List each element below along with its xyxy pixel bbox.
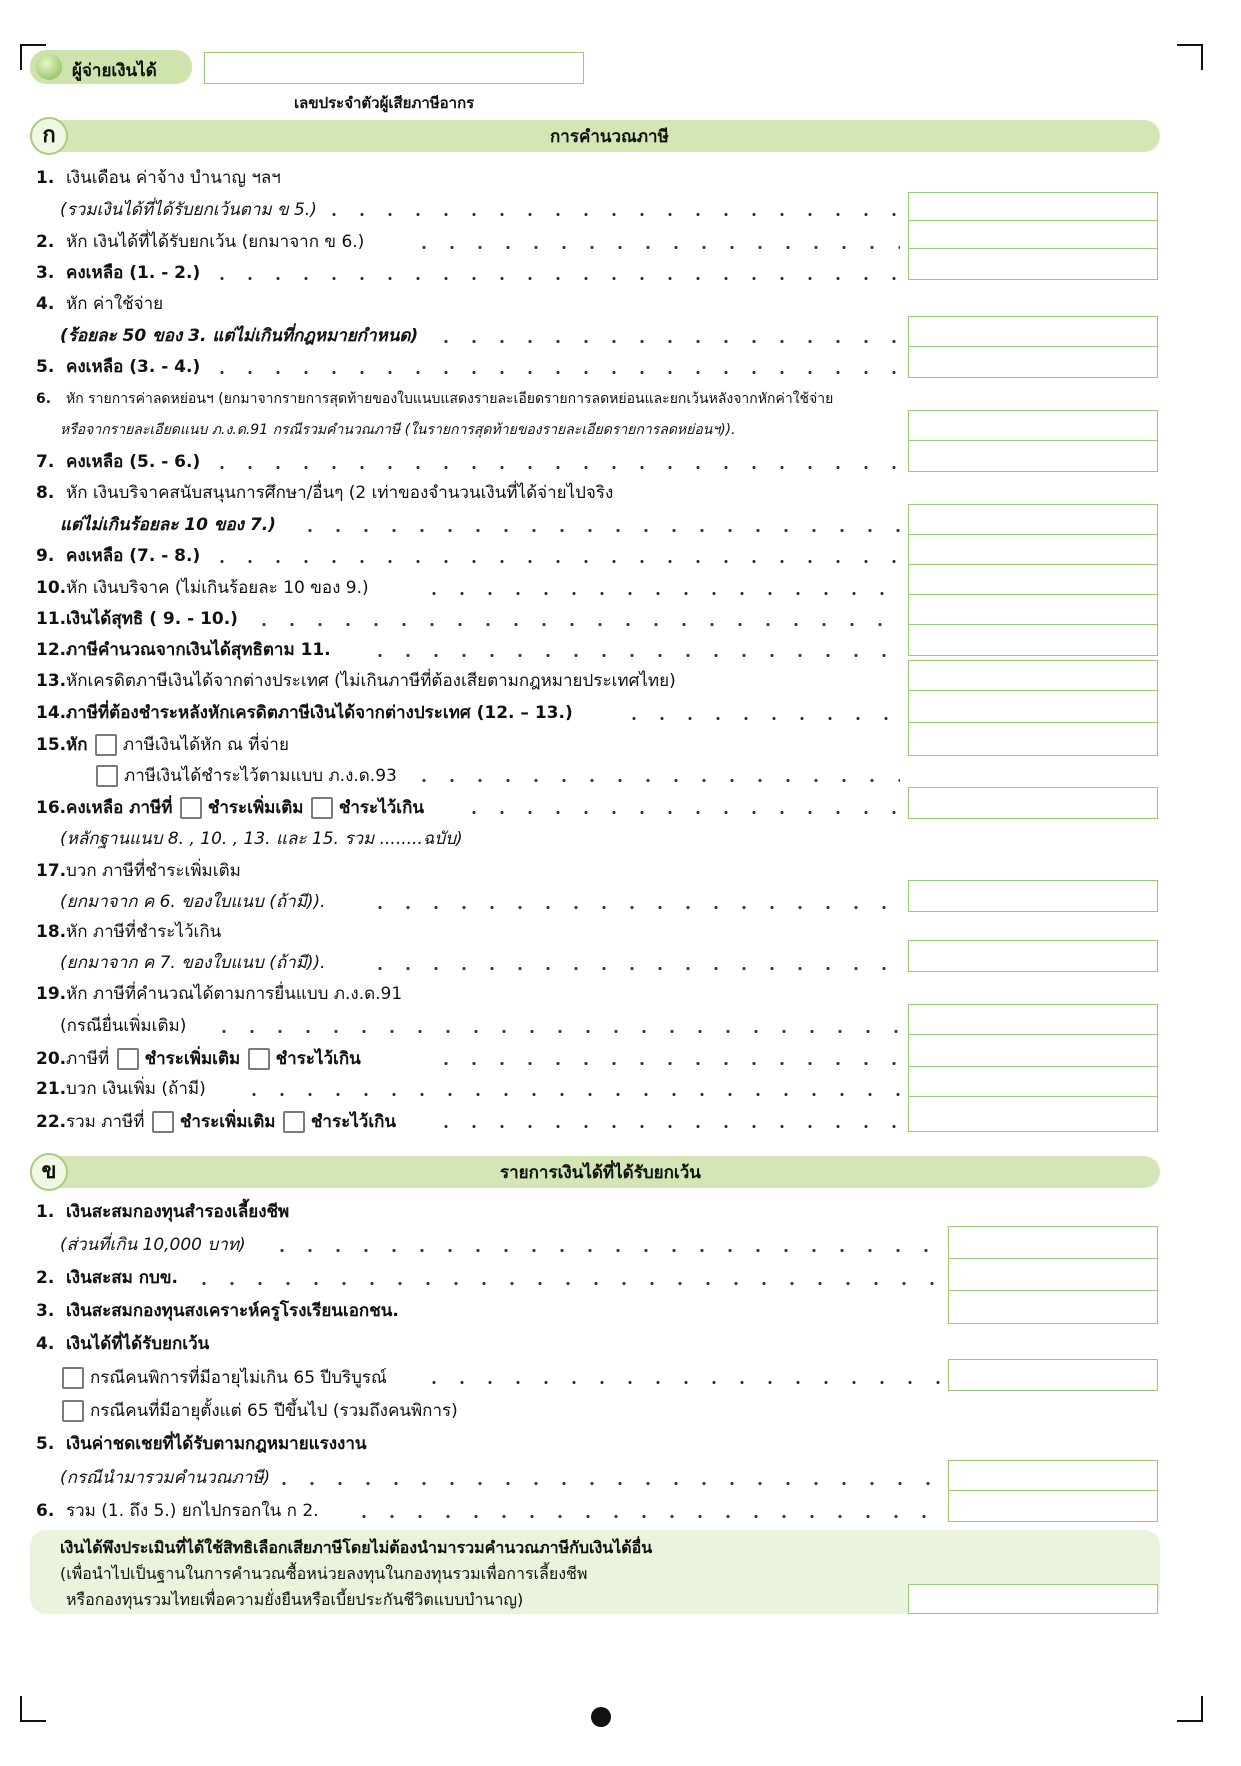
row20-pay-more-checkbox[interactable] bbox=[117, 1048, 139, 1070]
b-amount-6[interactable] bbox=[948, 1490, 1158, 1522]
leader-dots bbox=[320, 213, 900, 216]
b-row-5: 5. เงินค่าชดเชยที่ได้รับตามกฎหมายแรงงาน bbox=[36, 1434, 367, 1454]
leader-dots bbox=[410, 246, 900, 249]
section-b-title: รายการเงินได้ที่ได้รับยกเว้น bbox=[500, 1163, 701, 1183]
leader-dots bbox=[432, 1062, 900, 1065]
payer-label: ผู้จ่ายเงินได้ bbox=[72, 61, 157, 81]
a-amount-22[interactable] bbox=[908, 1096, 1158, 1132]
note-line-1: เงินได้พึงประเมินที่ได้ใช้สิทธิเลือกเสียภาษีโดยไม่ต้องนำมารวมคำนวณภาษีกับเงินได้อื่น bbox=[60, 1538, 653, 1557]
a-row-9: 9. คงเหลือ (7. - 8.) bbox=[36, 546, 201, 566]
a-row-22: 22.รวม ภาษีที่ ชำระเพิ่มเติม ชำระไว้เกิน bbox=[36, 1112, 397, 1132]
a-row-16-note: (หลักฐานแนบ 8. , 10. , 13. และ 15. รวม ........ฉบับ) bbox=[60, 829, 463, 849]
a-row-6-note: หรือจากรายละเอียดแนบ ภ.ง.ด.91 กรณีรวมคำนวณภาษี (ในรายการสุดท้ายของรายละเอียดรายการลดหย่อนฯ)). bbox=[60, 422, 736, 438]
payer-label-pill bbox=[30, 50, 192, 84]
row22-pay-more-checkbox[interactable] bbox=[152, 1111, 174, 1133]
b-amount-4[interactable] bbox=[948, 1359, 1158, 1391]
a-amount-8[interactable] bbox=[908, 504, 1158, 536]
b-row-2: 2. เงินสะสม กบข. bbox=[36, 1268, 178, 1288]
note-amount[interactable] bbox=[908, 1584, 1158, 1614]
row22-overpaid-checkbox[interactable] bbox=[283, 1111, 305, 1133]
b-row-1: 1. เงินสะสมกองทุนสำรองเลี้ยงชีพ bbox=[36, 1202, 290, 1222]
b-amount-2[interactable] bbox=[948, 1258, 1158, 1292]
leader-dots bbox=[190, 1282, 940, 1285]
a-row-8: 8. หัก เงินบริจาคสนับสนุนการศึกษา/อื่นๆ (2 เท่าของจำนวนเงินที่ได้จ่ายไปจริง bbox=[36, 483, 614, 503]
a-row-17: 17.บวก ภาษีที่ชำระเพิ่มเติม bbox=[36, 861, 241, 881]
section-a-title: การคำนวณภาษี bbox=[550, 127, 669, 147]
tax-id-label: เลขประจำตัวผู้เสียภาษีอากร bbox=[294, 94, 475, 112]
crop-mark-bottom-right bbox=[1177, 1696, 1203, 1722]
pnd93-tax-checkbox[interactable] bbox=[96, 765, 118, 787]
a-row-18-note: (ยกมาจาก ค 7. ของใบแนบ (ถ้ามี)). bbox=[60, 953, 326, 973]
a-amount-7[interactable] bbox=[908, 440, 1158, 472]
a-amount-11[interactable] bbox=[908, 594, 1158, 626]
a-amount-9[interactable] bbox=[908, 534, 1158, 566]
leader-dots bbox=[210, 1030, 900, 1033]
leader-dots bbox=[350, 1515, 940, 1518]
a-amount-5[interactable] bbox=[908, 346, 1158, 378]
a-row-2: 2. หัก เงินได้ที่ได้รับยกเว้น (ยกมาจาก ข 6.) bbox=[36, 232, 365, 252]
leader-dots bbox=[420, 1381, 940, 1384]
a-row-5: 5. คงเหลือ (3. - 4.) bbox=[36, 357, 201, 377]
a-row-1: 1. เงินเดือน ค่าจ้าง บำนาญ ฯลฯ bbox=[36, 168, 281, 188]
leader-dots bbox=[208, 277, 900, 280]
section-b-badge: ข bbox=[30, 1153, 68, 1191]
a-amount-2-3[interactable] bbox=[908, 248, 1158, 280]
a-row-10: 10.หัก เงินบริจาค (ไม่เกินร้อยละ 10 ของ 9.) bbox=[36, 578, 369, 598]
crop-mark-top-right bbox=[1177, 44, 1203, 70]
a-amount-16[interactable] bbox=[908, 787, 1158, 819]
row16-overpaid-checkbox[interactable] bbox=[311, 797, 333, 819]
a-amount-10[interactable] bbox=[908, 564, 1158, 596]
b-amount-1[interactable] bbox=[948, 1226, 1158, 1260]
b-row-4: 4. เงินได้ที่ได้รับยกเว้น bbox=[36, 1334, 210, 1354]
a-row-14: 14.ภาษีที่ต้องชำระหลังหักเครดิตภาษีเงินได้จากต่างประเทศ (12. – 13.) bbox=[36, 703, 573, 723]
b-row-4-b: กรณีคนที่มีอายุตั้งแต่ 65 ปีขึ้นไป (รวมถึงคนพิการ) bbox=[60, 1400, 458, 1422]
a-amount-15[interactable] bbox=[908, 722, 1158, 756]
leader-dots bbox=[366, 654, 900, 657]
leader-dots bbox=[268, 1249, 940, 1252]
a-amount-20[interactable] bbox=[908, 1034, 1158, 1068]
a-row-15: 15.หัก ภาษีเงินได้หัก ณ ที่จ่าย bbox=[36, 735, 289, 755]
age-65-plus-checkbox[interactable] bbox=[62, 1400, 84, 1422]
a-row-3: 3. คงเหลือ (1. - 2.) bbox=[36, 263, 201, 283]
a-row-17-note: (ยกมาจาก ค 6. ของใบแนบ (ถ้ามี)). bbox=[60, 892, 326, 912]
a-row-6: 6. หัก รายการค่าลดหย่อนฯ (ยกมาจากรายการสุดท้ายของใบแนบแสดงรายละเอียดรายการลดหย่อนและยกเว้นหลังจากหักค่าใช้จ่าย bbox=[36, 391, 834, 407]
leader-dots bbox=[366, 906, 900, 909]
a-amount-14[interactable] bbox=[908, 690, 1158, 724]
note-line-3: หรือกองทุนรวมไทยเพื่อความยั่งยืนหรือเบี้ยประกันชีวิตแบบบำนาญ) bbox=[66, 1590, 524, 1609]
leader-dots bbox=[460, 811, 900, 814]
payer-tax-id-field[interactable] bbox=[204, 52, 584, 84]
a-row-7: 7. คงเหลือ (5. - 6.) bbox=[36, 452, 201, 472]
a-row-16: 16.คงเหลือ ภาษีที่ ชำระเพิ่มเติม ชำระไว้เกิน bbox=[36, 798, 425, 818]
a-row-18: 18.หัก ภาษีที่ชำระไว้เกิน bbox=[36, 922, 222, 942]
row20-overpaid-checkbox[interactable] bbox=[248, 1048, 270, 1070]
registration-dot bbox=[591, 1707, 611, 1727]
leader-dots bbox=[432, 1125, 900, 1128]
a-amount-1[interactable] bbox=[908, 192, 1158, 222]
a-amount-12[interactable] bbox=[908, 624, 1158, 656]
a-amount-1b[interactable] bbox=[908, 220, 1158, 250]
b-amount-3[interactable] bbox=[948, 1290, 1158, 1324]
crop-mark-bottom-left bbox=[20, 1696, 46, 1722]
a-row-21: 21.บวก เงินเพิ่ม (ถ้ามี) bbox=[36, 1079, 206, 1099]
b-amount-5[interactable] bbox=[948, 1460, 1158, 1492]
a-amount-17[interactable] bbox=[908, 880, 1158, 912]
leader-dots bbox=[208, 371, 900, 374]
leader-dots bbox=[432, 340, 900, 343]
section-a-badge: ก bbox=[30, 117, 68, 155]
b-row-4-a: กรณีคนพิการที่มีอายุไม่เกิน 65 ปีบริบูรณ์ bbox=[60, 1367, 387, 1389]
leader-dots bbox=[270, 1482, 940, 1485]
a-row-19: 19.หัก ภาษีที่คำนวณได้ตามการยื่นแบบ ภ.ง.ด.91 bbox=[36, 984, 403, 1004]
a-row-19-note: (กรณียื่นเพิ่มเติม) bbox=[60, 1016, 187, 1036]
leader-dots bbox=[208, 560, 900, 563]
leader-dots bbox=[208, 466, 900, 469]
a-row-15-b: ภาษีเงินได้ชำระไว้ตามแบบ ภ.ง.ด.93 bbox=[94, 765, 397, 787]
disabled-under-65-checkbox[interactable] bbox=[62, 1367, 84, 1389]
row16-pay-more-checkbox[interactable] bbox=[180, 797, 202, 819]
a-amount-13[interactable] bbox=[908, 660, 1158, 692]
leader-dots bbox=[420, 592, 900, 595]
a-row-20: 20.ภาษีที่ ชำระเพิ่มเติม ชำระไว้เกิน bbox=[36, 1049, 361, 1069]
a-amount-18[interactable] bbox=[908, 940, 1158, 972]
b-row-5-note: (กรณีนำมารวมคำนวณภาษี) bbox=[60, 1468, 271, 1488]
b-row-3: 3. เงินสะสมกองทุนสงเคราะห์ครูโรงเรียนเอกชน. bbox=[36, 1301, 399, 1321]
a-amount-21[interactable] bbox=[908, 1066, 1158, 1098]
leader-dots bbox=[366, 967, 900, 970]
a-row-13: 13.หักเครดิตภาษีเงินได้จากต่างประเทศ (ไม่เกินภาษีที่ต้องเสียตามกฎหมายประเทศไทย) bbox=[36, 671, 676, 691]
a-row-8-note: แต่ไม่เกินร้อยละ 10 ของ 7.) bbox=[60, 515, 276, 535]
leader-dots bbox=[410, 779, 900, 782]
a-row-12: 12.ภาษีคำนวณจากเงินได้สุทธิตาม 11. bbox=[36, 640, 331, 660]
leader-dots bbox=[240, 1093, 900, 1096]
b-row-1-note: (ส่วนที่เกิน 10,000 บาท) bbox=[60, 1235, 246, 1255]
a-row-4: 4. หัก ค่าใช้จ่าย bbox=[36, 294, 164, 314]
a-row-4-note: (ร้อยละ 50 ของ 3. แต่ไม่เกินที่กฎหมายกำหนด) bbox=[60, 326, 419, 346]
a-amount-6[interactable] bbox=[908, 410, 1158, 442]
leader-dots bbox=[296, 529, 900, 532]
leader-dots bbox=[620, 717, 900, 720]
b-row-6: 6. รวม (1. ถึง 5.) ยกไปกรอกใน ก 2. bbox=[36, 1501, 319, 1521]
a-amount-19[interactable] bbox=[908, 1004, 1158, 1036]
green-bullet-icon bbox=[36, 54, 62, 80]
a-row-1-note: (รวมเงินได้ที่ได้รับยกเว้นตาม ข 5.) bbox=[60, 200, 317, 220]
a-row-11: 11.เงินได้สุทธิ ( 9. - 10.) bbox=[36, 609, 238, 629]
leader-dots bbox=[250, 623, 900, 626]
note-line-2: (เพื่อนำไปเป็นฐานในการคำนวณซื้อหน่วยลงทุนในกองทุนรวมเพื่อการเลี้ยงชีพ bbox=[60, 1564, 588, 1583]
withholding-tax-checkbox[interactable] bbox=[95, 734, 117, 756]
a-amount-4[interactable] bbox=[908, 316, 1158, 348]
